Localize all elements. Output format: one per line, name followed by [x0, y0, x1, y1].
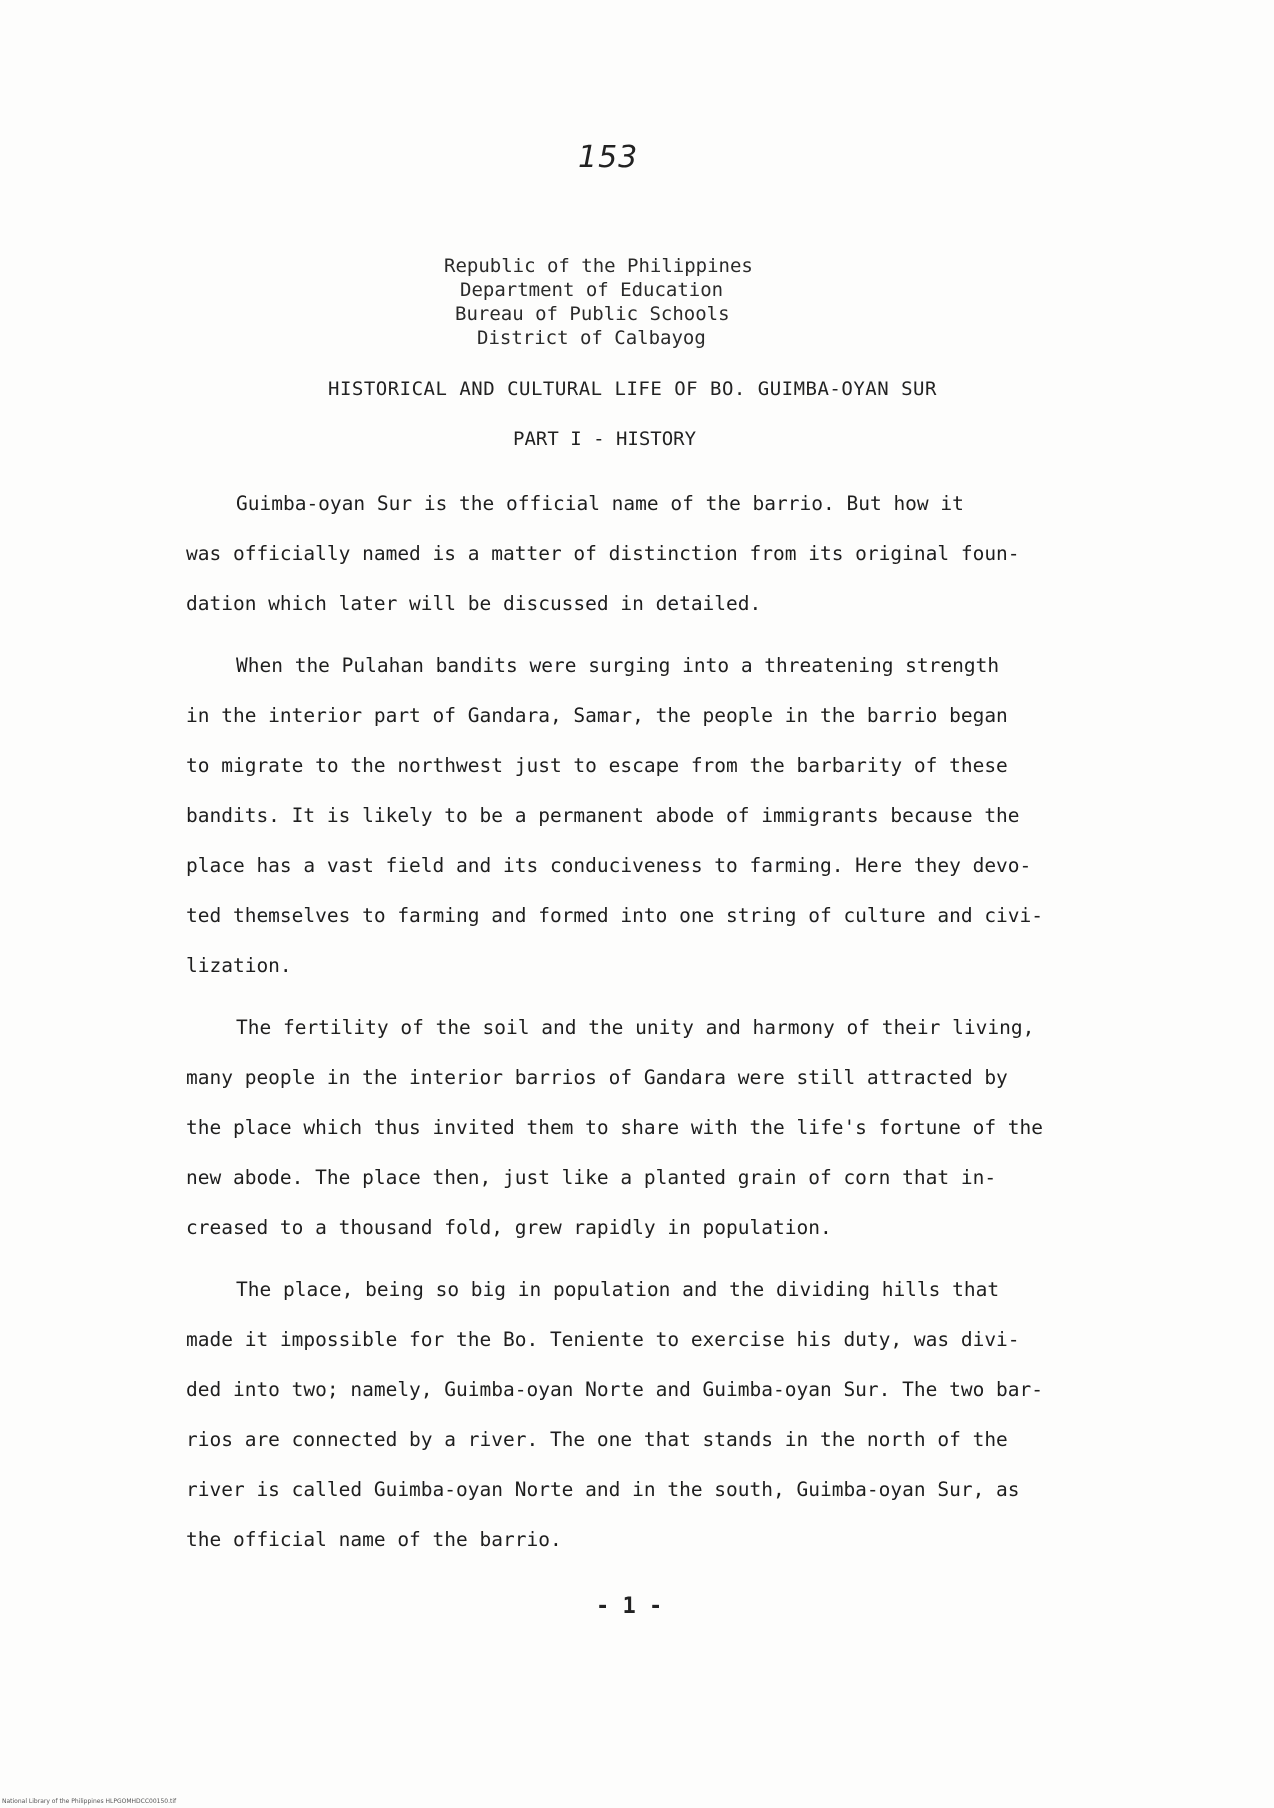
- text-line: dation which later will be discussed in detailed.: [186, 592, 762, 615]
- text-line: When the Pulahan bandits were surging into a threatening strength: [236, 654, 1000, 677]
- body-text: [186, 486, 1106, 1572]
- text-line: the official name of the barrio.: [186, 1528, 562, 1551]
- text-line: in the interior part of Gandara, Samar, the people in the barrio began: [186, 704, 1008, 727]
- letterhead-line-district: District of Calbayog: [477, 327, 706, 349]
- text-line: new abode. The place then, just like a planted grain of corn that in-: [186, 1166, 997, 1189]
- letterhead-line-bureau: Bureau of Public Schools: [455, 303, 730, 325]
- section-heading: PART I - HISTORY: [513, 428, 697, 450]
- text-line: to migrate to the northwest just to escape from the barbarity of these: [186, 754, 1008, 777]
- text-line: the place which thus invited them to share with the life's fortune of the: [186, 1116, 1044, 1139]
- text-line: made it impossible for the Bo. Teniente to exercise his duty, was divi-: [186, 1328, 1020, 1351]
- letterhead-line-republic: Republic of the Philippines: [444, 255, 753, 277]
- page-number: - 1 -: [596, 1594, 663, 1619]
- text-line: was officially named is a matter of distinction from its original foun-: [186, 542, 1020, 565]
- text-line: The place, being so big in population and the dividing hills that: [236, 1278, 1000, 1301]
- text-line: Guimba-oyan Sur is the official name of the barrio. But how it: [236, 492, 964, 515]
- text-line: creased to a thousand fold, grew rapidly in population.: [186, 1216, 832, 1239]
- text-line: ted themselves to farming and formed into one string of culture and civi-: [186, 904, 1044, 927]
- text-line: river is called Guimba-oyan Norte and in the south, Guimba-oyan Sur, as: [186, 1478, 1020, 1501]
- text-line: rios are connected by a river. The one that stands in the north of the: [186, 1428, 1008, 1451]
- text-line: many people in the interior barrios of Gandara were still attracted by: [186, 1066, 1008, 1089]
- archive-footer-note: National Library of the Philippines HLPGOMHDCC00150.tif: [2, 1798, 177, 1805]
- letterhead-line-department: Department of Education: [460, 279, 724, 301]
- text-line: The fertility of the soil and the unity and harmony of their living,: [236, 1016, 1035, 1039]
- document-title: HISTORICAL AND CULTURAL LIFE OF BO. GUIMBA-OYAN SUR: [328, 378, 937, 400]
- letterhead: [380, 254, 840, 350]
- text-line: place has a vast field and its conduciveness to farming. Here they devo-: [186, 854, 1032, 877]
- text-line: bandits. It is likely to be a permanent abode of immigrants because the: [186, 804, 1020, 827]
- handwritten-page-mark: 153: [578, 140, 639, 175]
- text-line: ded into two; namely, Guimba-oyan Norte and Guimba-oyan Sur. The two bar-: [186, 1378, 1044, 1401]
- text-line: lization.: [186, 954, 292, 977]
